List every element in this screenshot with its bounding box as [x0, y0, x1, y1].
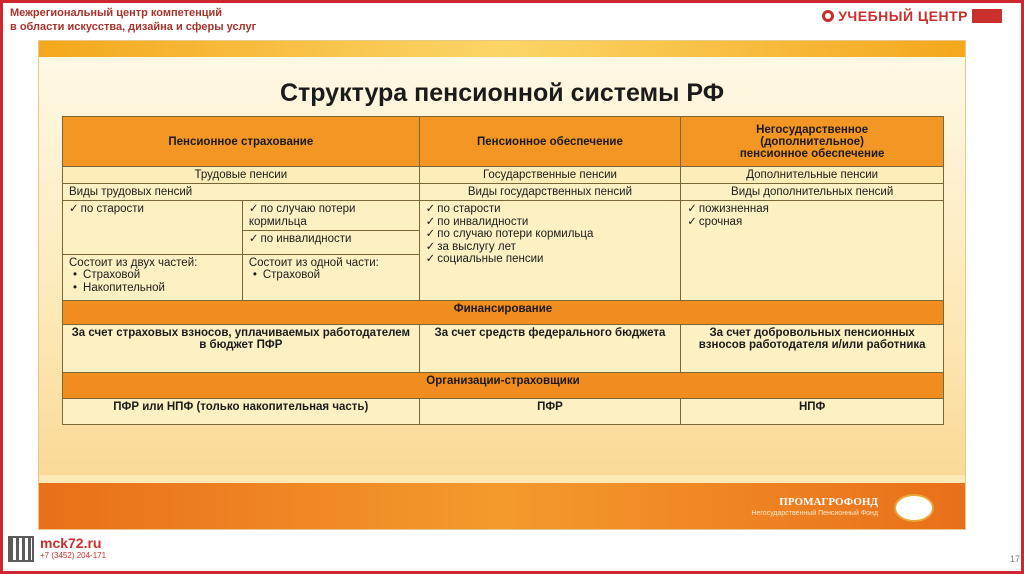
- insurers-header: Организации-страховщики: [63, 373, 944, 399]
- state-kind-item: ✓ по старости: [426, 203, 675, 216]
- labor-kind-left: [63, 201, 243, 255]
- state-kind-item: ✓ по инвалидности: [426, 216, 675, 229]
- page-number: 17: [1009, 554, 1020, 564]
- state-kinds-cell: [419, 201, 681, 301]
- additional-kind-item: ✓ срочная: [687, 216, 937, 229]
- insurer-nonstate: НПФ: [681, 399, 944, 425]
- financing-nonstate: За счет добровольных пенсионных взносов работодателя и/или работника: [681, 325, 944, 373]
- kinds-label-additional: Виды дополнительных пенсий: [681, 184, 944, 201]
- slide-bottom-strip: [39, 475, 965, 483]
- parts-one-title: Состоит из одной части:: [248, 257, 379, 269]
- insurer-insurance: ПФР или НПФ (только накопительная часть): [63, 399, 420, 425]
- additional-kind-item: ✓ пожизненная: [687, 203, 937, 216]
- slide-title: Структура пенсионной системы РФ: [279, 79, 725, 107]
- pension-type-state: Государственные пенсии: [419, 167, 681, 184]
- brand-seal-icon: [894, 494, 934, 522]
- kinds-label-labor: Виды трудовых пенсий: [63, 184, 420, 201]
- parts-two-title: Состоит из двух частей:: [69, 257, 198, 269]
- labor-kind-old-age: ✓ по старости: [69, 203, 236, 216]
- pension-type-labor: Трудовые пенсии: [63, 167, 420, 184]
- column-header-nonstate: [681, 117, 944, 167]
- logo-badge-icon: [972, 9, 1002, 23]
- brand-subtitle: Негосударственный Пенсионный Фонд: [751, 510, 878, 517]
- financing-insurance: За счет страховых взносов, уплачиваемых работодателем в бюджет ПФР: [63, 325, 420, 373]
- brand-name: ПРОМАГРОФОНД: [779, 496, 878, 508]
- org-caption: [10, 6, 256, 34]
- column-header-insurance: Пенсионное страхование: [63, 117, 420, 167]
- additional-kinds-cell: [681, 201, 944, 301]
- kinds-label-state: Виды государственных пенсий: [419, 184, 681, 201]
- parts-two-cell: [63, 255, 243, 301]
- state-kind-item: ✓ по случаю потери кормильца: [426, 228, 675, 241]
- part-item: • Страховой: [73, 269, 236, 282]
- part-item: • Страховой: [253, 269, 413, 282]
- phone-number: +7 (3452) 204-171: [40, 551, 107, 560]
- pension-structure-table: [62, 116, 944, 425]
- logo-circle-icon: [822, 10, 834, 22]
- column-header-nonstate-line-3: пенсионное обеспечение: [739, 147, 885, 160]
- state-kind-item: ✓ за выслугу лет: [426, 241, 675, 254]
- parts-one-cell: [242, 255, 419, 301]
- labor-kind-survivor: ✓ по случаю потери кормильца: [249, 203, 413, 228]
- column-header-provision: Пенсионное обеспечение: [419, 117, 681, 167]
- insurer-provision: ПФР: [419, 399, 681, 425]
- labor-kind-disability: ✓ по инвалидности: [249, 233, 413, 246]
- org-line-1: Межрегиональный центр компетенций: [10, 7, 223, 19]
- column-header-nonstate-line-1: Негосударственное: [756, 123, 869, 136]
- financing-provision: За счет средств федерального бюджета: [419, 325, 681, 373]
- financing-header: Финансирование: [63, 301, 944, 325]
- promagrofond-logo: [716, 494, 936, 524]
- labor-kind-right-bottom: [242, 231, 419, 255]
- org-line-2: в области искусства, дизайна и сферы услуг: [10, 21, 257, 33]
- footer: [8, 536, 106, 562]
- labor-kind-right-top: [242, 201, 419, 231]
- state-kind-item: ✓ социальные пенсии: [426, 253, 675, 266]
- column-header-nonstate-line-2: (дополнительное): [760, 135, 865, 148]
- part-item: • Накопительной: [73, 282, 236, 295]
- pension-type-additional: Дополнительные пенсии: [681, 167, 944, 184]
- slide-top-band: [39, 41, 965, 57]
- logo-text: УЧЕБНЫЙ ЦЕНТР: [838, 8, 968, 24]
- qr-code-icon: [8, 536, 34, 562]
- site-link[interactable]: mck72.ru: [40, 535, 102, 551]
- training-center-logo: [822, 8, 1002, 24]
